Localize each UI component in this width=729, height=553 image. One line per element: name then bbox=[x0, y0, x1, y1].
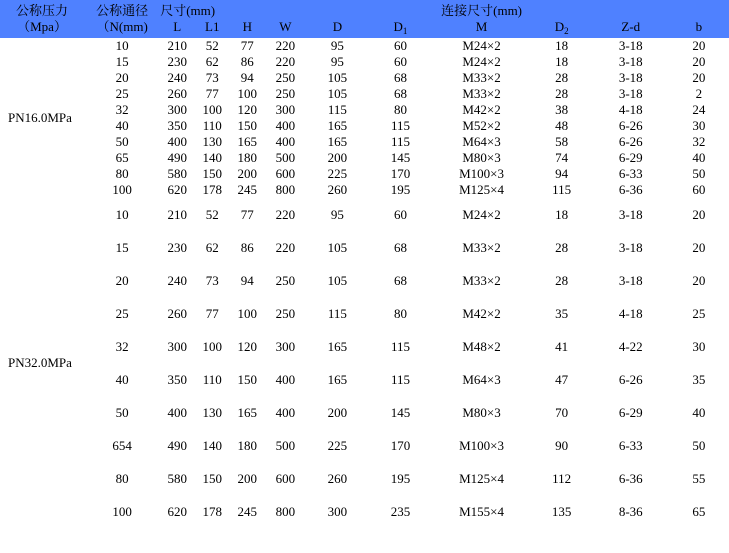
cell-D2: 47 bbox=[555, 371, 569, 387]
cell-L: 210 bbox=[167, 38, 187, 53]
cell-b: 20 bbox=[692, 70, 706, 85]
cell-L1: 178 bbox=[202, 503, 222, 519]
cell-L1: 52 bbox=[205, 206, 219, 222]
cell-Zd: 6-26 bbox=[618, 118, 643, 133]
header-spacer-2 bbox=[230, 3, 264, 19]
cell-dn: 654 bbox=[112, 437, 132, 453]
cell-M: M33×2 bbox=[462, 272, 501, 288]
cell-Zd: 6-26 bbox=[618, 371, 643, 387]
cell-M: M52×2 bbox=[462, 118, 501, 133]
cell-dn: 10 bbox=[115, 38, 129, 53]
cell-D2: 18 bbox=[555, 38, 569, 53]
cell-Zd: 3-18 bbox=[618, 70, 643, 85]
cell-L1: 77 bbox=[205, 86, 219, 101]
cell-b: 60 bbox=[692, 182, 706, 197]
cell-L: 230 bbox=[167, 239, 187, 255]
cell-D: 95 bbox=[330, 54, 344, 69]
cell-b: 20 bbox=[692, 272, 706, 288]
table-row bbox=[0, 396, 729, 429]
cell-M: M125×4 bbox=[459, 470, 505, 486]
header-col-L-label: L bbox=[173, 19, 182, 34]
cell-D: 260 bbox=[327, 182, 348, 197]
cell-dn: 25 bbox=[115, 305, 129, 321]
cell-M: M64×3 bbox=[462, 371, 501, 387]
cell-b: 20 bbox=[692, 54, 706, 69]
cell-W: 250 bbox=[275, 305, 296, 321]
cell-D: 165 bbox=[327, 338, 348, 354]
cell-b: 50 bbox=[692, 166, 706, 181]
cell-L1: 52 bbox=[205, 38, 219, 53]
cell-L: 210 bbox=[167, 206, 187, 222]
cell-D: 300 bbox=[327, 503, 348, 519]
cell-dn: 100 bbox=[112, 182, 132, 197]
table-row bbox=[0, 118, 729, 134]
header-spacer-4 bbox=[306, 3, 368, 19]
cell-b: 20 bbox=[692, 38, 706, 53]
cell-W: 400 bbox=[275, 404, 296, 420]
cell-D: 260 bbox=[327, 470, 348, 486]
cell-D: 165 bbox=[327, 134, 348, 149]
cell-M: M24×2 bbox=[462, 54, 501, 69]
cell-H: 77 bbox=[240, 206, 254, 222]
cell-Zd: 3-18 bbox=[618, 54, 643, 69]
cell-L1: 130 bbox=[202, 134, 222, 149]
cell-L: 260 bbox=[167, 305, 187, 321]
cell-Zd: 6-26 bbox=[618, 134, 643, 149]
header-col-M bbox=[433, 0, 531, 38]
header-nominal-diameter bbox=[84, 0, 160, 38]
cell-D2: 18 bbox=[555, 206, 569, 222]
cell-L: 490 bbox=[167, 437, 187, 453]
cell-dn: 20 bbox=[115, 70, 129, 85]
cell-W: 250 bbox=[275, 70, 296, 85]
table-row bbox=[0, 150, 729, 166]
table-body bbox=[0, 38, 729, 528]
cell-W: 600 bbox=[275, 470, 296, 486]
cell-D: 95 bbox=[330, 206, 344, 222]
cell-L: 350 bbox=[167, 118, 187, 133]
cell-H: 150 bbox=[237, 118, 258, 133]
cell-W: 400 bbox=[275, 371, 296, 387]
cell-M: M64×3 bbox=[462, 134, 501, 149]
cell-W: 220 bbox=[275, 38, 296, 53]
cell-D2: 28 bbox=[555, 272, 569, 288]
header-spacer-7 bbox=[593, 3, 669, 19]
cell-W: 800 bbox=[275, 182, 296, 197]
cell-b: 40 bbox=[692, 150, 706, 165]
cell-L1: 62 bbox=[205, 239, 219, 255]
cell-D1: 68 bbox=[393, 239, 407, 255]
cell-D1: 60 bbox=[393, 54, 407, 69]
cell-dn: 80 bbox=[115, 470, 129, 486]
cell-M: M80×3 bbox=[462, 150, 501, 165]
cell-D2: 70 bbox=[555, 404, 569, 420]
table-row bbox=[0, 198, 729, 231]
header-col-D1 bbox=[368, 0, 432, 38]
cell-H: 77 bbox=[240, 38, 254, 53]
cell-D: 115 bbox=[327, 102, 347, 117]
cell-D2: 28 bbox=[555, 86, 569, 101]
cell-H: 120 bbox=[237, 102, 258, 117]
cell-H: 180 bbox=[237, 150, 258, 165]
cell-D1: 68 bbox=[393, 70, 407, 85]
cell-M: M48×2 bbox=[462, 338, 501, 354]
header-col-Zd bbox=[593, 0, 669, 38]
cell-D2: 35 bbox=[555, 305, 569, 321]
cell-D2: 112 bbox=[552, 470, 572, 486]
cell-D2: 48 bbox=[555, 118, 569, 133]
table-row bbox=[0, 462, 729, 495]
cell-L1: 62 bbox=[205, 54, 219, 69]
cell-D1: 115 bbox=[390, 338, 410, 354]
cell-M: M24×2 bbox=[462, 206, 501, 222]
cell-D2: 28 bbox=[555, 239, 569, 255]
cell-D1: 68 bbox=[393, 272, 407, 288]
cell-dn: 40 bbox=[115, 118, 129, 133]
cell-Zd: 4-22 bbox=[618, 338, 643, 354]
cell-D: 165 bbox=[327, 371, 348, 387]
cell-L: 400 bbox=[167, 404, 187, 420]
header-nominal-pressure bbox=[0, 0, 84, 38]
table-row bbox=[0, 70, 729, 86]
table-row bbox=[0, 102, 729, 118]
table-row bbox=[0, 429, 729, 462]
table-row bbox=[0, 166, 729, 182]
cell-M: M125×4 bbox=[459, 182, 505, 197]
cell-D2: 58 bbox=[555, 134, 569, 149]
header-spacer-3 bbox=[264, 3, 306, 19]
table-header bbox=[0, 0, 729, 38]
header-spacer-5 bbox=[368, 3, 432, 19]
table-header-row bbox=[0, 0, 729, 38]
table-row bbox=[0, 86, 729, 102]
cell-Zd: 4-18 bbox=[618, 102, 643, 117]
cell-D1: 115 bbox=[390, 134, 410, 149]
cell-W: 220 bbox=[275, 54, 296, 69]
cell-L1: 100 bbox=[202, 102, 222, 117]
cell-b: 30 bbox=[692, 118, 706, 133]
cell-D1: 80 bbox=[393, 102, 407, 117]
cell-M: M80×3 bbox=[462, 404, 501, 420]
header-col-W-label: W bbox=[279, 19, 292, 34]
cell-dn: 25 bbox=[115, 86, 129, 101]
cell-b: 40 bbox=[692, 404, 706, 420]
cell-H: 150 bbox=[237, 371, 258, 387]
group-label-pn16: PN16.0MPa bbox=[8, 110, 72, 125]
cell-D: 95 bbox=[330, 38, 344, 53]
cell-H: 245 bbox=[237, 182, 258, 197]
cell-H: 86 bbox=[240, 54, 254, 69]
cell-W: 300 bbox=[275, 102, 296, 117]
cell-b: 30 bbox=[692, 338, 706, 354]
cell-W: 220 bbox=[275, 206, 296, 222]
cell-Zd: 6-36 bbox=[618, 182, 643, 197]
cell-L: 620 bbox=[167, 182, 187, 197]
table-row bbox=[0, 134, 729, 150]
table-row bbox=[0, 38, 729, 54]
cell-D1: 80 bbox=[393, 305, 407, 321]
cell-dn: 100 bbox=[112, 503, 132, 519]
cell-H: 120 bbox=[237, 338, 258, 354]
cell-D2: 28 bbox=[555, 70, 569, 85]
cell-L: 580 bbox=[167, 166, 187, 181]
header-col-D-label: D bbox=[332, 19, 343, 34]
cell-dn: 65 bbox=[115, 150, 129, 165]
cell-L1: 178 bbox=[202, 182, 222, 197]
cell-dn: 32 bbox=[115, 338, 129, 354]
cell-Zd: 6-29 bbox=[618, 404, 643, 420]
cell-D: 225 bbox=[327, 166, 348, 181]
cell-D2: 90 bbox=[555, 437, 569, 453]
cell-H: 245 bbox=[237, 503, 258, 519]
table-row bbox=[0, 231, 729, 264]
cell-b: 20 bbox=[692, 239, 706, 255]
header-col-W bbox=[264, 0, 306, 38]
cell-D2: 135 bbox=[551, 503, 572, 519]
cell-M: M100×3 bbox=[459, 166, 505, 181]
header-col-L1-label: L1 bbox=[205, 19, 220, 34]
cell-L1: 140 bbox=[202, 437, 222, 453]
cell-L: 240 bbox=[167, 70, 187, 85]
table-row bbox=[0, 330, 729, 363]
cell-H: 165 bbox=[237, 404, 258, 420]
cell-dn: 50 bbox=[115, 134, 129, 149]
cell-L: 260 bbox=[167, 86, 187, 101]
cell-dn: 20 bbox=[115, 272, 129, 288]
cell-D1: 68 bbox=[393, 86, 407, 101]
cell-D1: 60 bbox=[393, 38, 407, 53]
cell-dn: 15 bbox=[115, 54, 129, 69]
cell-H: 180 bbox=[237, 437, 258, 453]
header-nominal-pressure-line1: 公称压力 bbox=[16, 2, 69, 18]
header-nominal-diameter-line1: 公称通径 bbox=[96, 2, 149, 18]
cell-dn: 80 bbox=[115, 166, 129, 181]
cell-D1: 170 bbox=[390, 437, 411, 453]
header-spacer-8 bbox=[669, 3, 729, 19]
cell-Zd: 6-36 bbox=[618, 470, 643, 486]
cell-L1: 140 bbox=[202, 150, 222, 165]
cell-H: 94 bbox=[240, 70, 254, 85]
header-connect-group-label: 连接尺寸(mm) bbox=[441, 2, 523, 18]
group-label-pn32: PN32.0MPa bbox=[8, 355, 72, 370]
cell-D1: 115 bbox=[390, 118, 410, 133]
cell-Zd: 6-33 bbox=[618, 166, 643, 181]
cell-H: 100 bbox=[237, 86, 258, 101]
table-row bbox=[0, 495, 729, 528]
header-col-D1-label: $D_1$ bbox=[393, 19, 408, 36]
cell-H: 200 bbox=[237, 166, 258, 181]
cell-W: 500 bbox=[275, 150, 296, 165]
cell-Zd: 3-18 bbox=[618, 206, 643, 222]
cell-W: 250 bbox=[275, 272, 296, 288]
cell-Zd: 8-36 bbox=[618, 503, 643, 519]
cell-W: 800 bbox=[275, 503, 296, 519]
cell-D1: 115 bbox=[390, 371, 410, 387]
cell-D1: 235 bbox=[390, 503, 411, 519]
cell-D2: 115 bbox=[552, 182, 572, 197]
cell-D2: 38 bbox=[555, 102, 569, 117]
cell-L: 300 bbox=[167, 102, 187, 117]
cell-M: M33×2 bbox=[462, 86, 501, 101]
cell-dn: 10 bbox=[115, 206, 129, 222]
header-col-Zd-label: Z-d bbox=[621, 19, 641, 34]
cell-W: 300 bbox=[275, 338, 296, 354]
cell-L1: 73 bbox=[205, 272, 219, 288]
cell-b: 65 bbox=[692, 503, 706, 519]
cell-M: M100×3 bbox=[459, 437, 505, 453]
cell-M: M33×2 bbox=[462, 239, 501, 255]
cell-L: 490 bbox=[167, 150, 187, 165]
cell-D: 105 bbox=[327, 239, 348, 255]
cell-H: 86 bbox=[240, 239, 254, 255]
cell-L: 230 bbox=[167, 54, 187, 69]
table-row bbox=[0, 297, 729, 330]
cell-D1: 145 bbox=[390, 150, 411, 165]
cell-L: 580 bbox=[167, 470, 187, 486]
header-col-b-label: b bbox=[695, 19, 703, 34]
cell-Zd: 6-33 bbox=[618, 437, 643, 453]
cell-dn: 40 bbox=[115, 371, 129, 387]
cell-D2: 18 bbox=[555, 54, 569, 69]
cell-D1: 195 bbox=[390, 470, 411, 486]
cell-D: 105 bbox=[327, 70, 348, 85]
cell-D1: 145 bbox=[390, 404, 411, 420]
cell-M: M42×2 bbox=[462, 102, 501, 117]
cell-H: 200 bbox=[237, 470, 258, 486]
cell-L: 300 bbox=[167, 338, 187, 354]
cell-Zd: 4-18 bbox=[618, 305, 643, 321]
cell-dn: 32 bbox=[115, 102, 129, 117]
cell-b: 25 bbox=[692, 305, 706, 321]
cell-W: 220 bbox=[275, 239, 296, 255]
header-nominal-diameter-line2: （N(mm) bbox=[96, 19, 148, 34]
cell-D: 165 bbox=[327, 118, 348, 133]
cell-dn: 15 bbox=[115, 239, 129, 255]
cell-b: 35 bbox=[692, 371, 706, 387]
cell-L1: 110 bbox=[202, 371, 222, 387]
cell-D1: 60 bbox=[393, 206, 407, 222]
cell-H: 100 bbox=[237, 305, 258, 321]
table-row bbox=[0, 363, 729, 396]
cell-b: 24 bbox=[692, 102, 706, 117]
table-row bbox=[0, 182, 729, 198]
cell-D2: 74 bbox=[555, 150, 569, 165]
cell-b: 2 bbox=[695, 86, 703, 101]
header-spacer-6 bbox=[531, 3, 593, 19]
table-row bbox=[0, 54, 729, 70]
cell-dn: 50 bbox=[115, 404, 129, 420]
cell-b: 32 bbox=[692, 134, 706, 149]
header-col-D2-label: $D_2$ bbox=[554, 19, 569, 36]
cell-L1: 150 bbox=[202, 470, 222, 486]
header-col-D bbox=[306, 0, 368, 38]
cell-L: 620 bbox=[167, 503, 187, 519]
header-size-group-label: 尺寸(mm) bbox=[160, 2, 216, 18]
cell-Zd: 3-18 bbox=[618, 86, 643, 101]
header-col-D2 bbox=[531, 0, 593, 38]
cell-D: 200 bbox=[327, 150, 348, 165]
header-col-b bbox=[669, 0, 729, 38]
cell-W: 400 bbox=[275, 118, 296, 133]
cell-Zd: 3-18 bbox=[618, 38, 643, 53]
cell-D1: 195 bbox=[390, 182, 411, 197]
cell-L: 400 bbox=[167, 134, 187, 149]
cell-M: M33×2 bbox=[462, 70, 501, 85]
header-nominal-pressure-line2: （Mpa） bbox=[17, 19, 67, 34]
cell-W: 500 bbox=[275, 437, 296, 453]
cell-Zd: 3-18 bbox=[618, 239, 643, 255]
header-col-H-label: H bbox=[242, 19, 252, 34]
cell-H: 94 bbox=[240, 272, 254, 288]
cell-L: 240 bbox=[167, 272, 187, 288]
cell-L1: 100 bbox=[202, 338, 222, 354]
cell-W: 400 bbox=[275, 134, 296, 149]
cell-D2: 41 bbox=[555, 338, 569, 354]
cell-M: M155×4 bbox=[459, 503, 505, 519]
cell-M: M42×2 bbox=[462, 305, 501, 321]
cell-b: 55 bbox=[692, 470, 706, 486]
cell-D: 105 bbox=[327, 272, 348, 288]
cell-b: 20 bbox=[692, 206, 706, 222]
cell-D: 225 bbox=[327, 437, 348, 453]
cell-L1: 150 bbox=[202, 166, 222, 181]
cell-D: 105 bbox=[327, 86, 348, 101]
cell-D1: 170 bbox=[390, 166, 411, 181]
cell-L1: 130 bbox=[202, 404, 222, 420]
cell-L: 350 bbox=[167, 371, 187, 387]
header-col-M-label: M bbox=[475, 19, 488, 34]
cell-L1: 73 bbox=[205, 70, 219, 85]
cell-H: 165 bbox=[237, 134, 258, 149]
header-col-H bbox=[230, 0, 264, 38]
cell-Zd: 6-29 bbox=[618, 150, 643, 165]
cell-b: 50 bbox=[692, 437, 706, 453]
cell-W: 250 bbox=[275, 86, 296, 101]
cell-L1: 110 bbox=[202, 118, 222, 133]
cell-L1: 77 bbox=[205, 305, 219, 321]
table-row bbox=[0, 264, 729, 297]
cell-W: 600 bbox=[275, 166, 296, 181]
cell-D: 200 bbox=[327, 404, 348, 420]
cell-M: M24×2 bbox=[462, 38, 501, 53]
cell-Zd: 3-18 bbox=[618, 272, 643, 288]
cell-D2: 94 bbox=[555, 166, 569, 181]
cell-D: 115 bbox=[327, 305, 347, 321]
